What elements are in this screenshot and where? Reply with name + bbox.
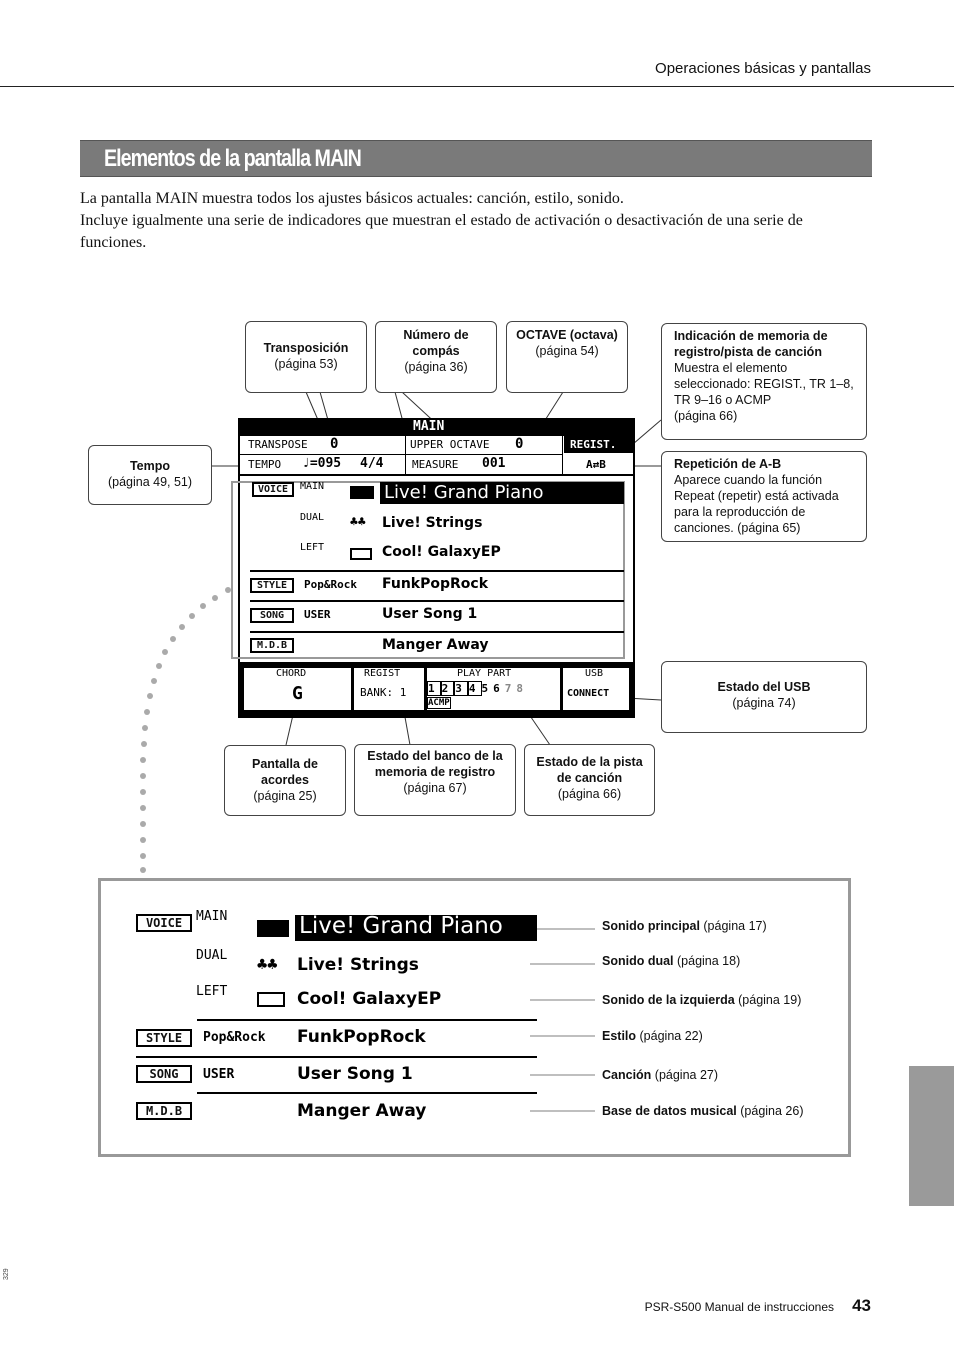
zoom-style-category: Pop&Rock [203,1030,266,1045]
section-title: Elementos de la pantalla MAIN [104,145,361,172]
callout-bank-title: Estado del banco de la memoria de registro [367,749,503,779]
lcd-regist-badge-text: REGIST. [570,438,617,451]
callout-memory [661,323,867,440]
intro-line-2: Incluye igualmente una serie de indicadores que muestran el estado de activación o desactivación de una serie de funciones. [80,212,803,251]
lcd-main-voice-highlight [380,482,624,504]
callout-tempo [88,445,212,505]
callout-ab-title: Repetición de A-B [674,457,782,471]
callout-measure [375,321,497,393]
lcd-upper-octave-label: UPPER OCTAVE [410,438,490,451]
lcd-style-tag: STYLE [250,578,294,593]
zoom-strings-icon: ♣♣ [257,955,278,975]
lcd-time-signature: 4/4 [360,456,384,471]
lcd-acmp: ACMP [428,698,450,708]
callout-tempo-page: (página 49, 51) [107,475,193,489]
lcd-status-area [240,436,633,474]
lcd-tempo-value: ♩=095 [302,456,342,471]
track-5: 5 [481,682,494,695]
callout-chord-title: Pantalla de acordes [252,757,318,787]
lcd-track-numbers [427,682,528,695]
zoom-voice-tag: VOICE [136,914,192,932]
callout-bank [354,744,516,816]
callout-transposition [245,321,367,393]
lcd-chord-label: CHORD [276,668,307,679]
zoom-label-style: Estilo (página 22) [602,1029,703,1043]
zoom-left-label: LEFT [196,984,228,999]
lcd-voice-tag: VOICE [252,482,294,497]
zoom-song-name: User Song 1 [297,1064,413,1084]
lcd-main-area [240,476,633,662]
lcd-song-tag: SONG [250,608,294,623]
track-7: 7 [504,682,517,695]
lcd-transpose-label: TRANSPOSE [248,438,308,451]
zoom-main-voice-highlight [295,915,537,941]
lcd-transpose-value: 0 [330,436,339,452]
zoom-style-name: FunkPopRock [297,1027,426,1047]
callout-transposition-page: (página 53) [274,357,338,371]
lcd-song-name: User Song 1 [382,606,478,622]
lcd-regist-label: REGIST [364,668,401,679]
callout-bank-page: (página 67) [403,781,467,795]
lcd-mdb-tag: M.D.B [250,638,294,653]
callout-octave-title: OCTAVE (octava) [516,328,618,342]
zoom-main-label: MAIN [196,909,228,924]
grand-piano-icon [350,486,374,499]
callout-usb-title: Estado del USB [717,680,811,694]
lcd-measure-value: 001 [482,456,506,471]
zoom-left-voice: Cool! GalaxyEP [297,989,442,1009]
callout-tempo-title: Tempo [129,459,171,473]
lcd-left-voice: Cool! GalaxyEP [382,544,501,560]
callout-memory-title: Indicación de memoria de registro/pista de canción [674,329,828,359]
zoom-grand-piano-icon [257,920,289,937]
callout-track-page: (página 66) [557,787,622,801]
lcd-regist-area [354,668,424,710]
zoom-label-left: Sonido de la izquierda (página 19) [602,993,802,1007]
lcd-play-part-area [427,668,560,710]
lcd-play-part-label: PLAY PART [457,668,512,679]
footer-manual: PSR-S500 Manual de instrucciones [644,1300,834,1314]
lcd-tempo-label: TEMPO [248,458,282,471]
callout-octave [506,321,628,393]
intro-line-1: La pantalla MAIN muestra todos los ajustes básicos actuales: canción, estilo, sonido. [80,190,624,207]
zoom-label-main: Sonido principal (página 17) [602,919,767,933]
zoom-main-voice: Live! Grand Piano [299,913,503,939]
strings-icon: ♣♣ [350,515,366,530]
lcd-usb-status: CONNECT [567,688,610,699]
zoom-dual-label: DUAL [196,948,228,963]
lcd-usb-label: USB [585,668,604,679]
side-note: 329 [3,1268,10,1280]
callout-ab-repeat [661,451,867,542]
footer-page-number: 43 [852,1296,871,1315]
lcd-chord-value: G [292,683,303,704]
callout-ab-body: Aparece cuando la función Repeat (repetir) está activada para la reproducción de canciones. (página 65) [674,473,839,535]
track-4: 4 [468,682,481,695]
lcd-dual-voice: Live! Strings [382,515,483,531]
track-3: 3 [455,682,467,695]
lcd-mdb-name: Manger Away [382,637,489,653]
zoom-keyboard-icon [257,992,285,1007]
callout-usb-page: (página 74) [732,696,796,710]
lcd-chord-area [244,668,351,710]
keyboard-icon [350,548,372,560]
zoom-song-category: USER [203,1067,235,1082]
zoom-label-mdb: Base de datos musical (página 26) [602,1104,804,1118]
track-8: 8 [516,682,528,695]
zoom-dual-voice: Live! Strings [297,955,419,975]
callout-octave-page: (página 54) [535,344,599,358]
callout-usb [661,661,867,733]
track-2: 2 [441,682,454,695]
zoom-mdb-name: Manger Away [297,1101,427,1121]
callout-chord [224,745,346,816]
track-1: 1 [428,682,440,695]
callout-track [524,744,655,816]
lcd-song-category: USER [304,608,331,621]
callout-track-title: Estado de la pista de canción [536,755,643,785]
lcd-style-category: Pop&Rock [304,578,357,591]
zoom-label-dual: Sonido dual (página 18) [602,954,741,968]
lcd-main-voice: Live! Grand Piano [384,482,544,503]
lcd-style-name: FunkPopRock [382,576,489,592]
callout-memory-body: Muestra el elemento seleccionado: REGIST., TR 1–8, TR 9–16 o ACMP [674,361,854,407]
track-6: 6 [493,682,505,695]
zoom-song-tag: SONG [136,1065,192,1083]
lcd-dual-label: DUAL [300,512,325,523]
zoom-mdb-tag: M.D.B [136,1102,192,1120]
lcd-left-label: LEFT [300,542,325,553]
lcd-screen [238,418,635,718]
lcd-title: MAIN [413,419,445,434]
zoom-style-tag: STYLE [136,1029,192,1047]
callout-chord-page: (página 25) [253,789,317,803]
lcd-regist-badge [564,436,633,453]
callout-transposition-title: Transposición [263,341,349,355]
lcd-measure-label: MEASURE [412,458,459,471]
lcd-main-label: MAIN [300,481,325,492]
callout-memory-page: (página 66) [674,409,738,423]
lcd-ab-badge: A⇄B [586,458,606,471]
lcd-upper-octave-value: 0 [515,436,524,452]
lcd-bank-value: BANK: 1 [360,686,407,699]
callout-measure-page: (página 36) [404,360,468,374]
running-header: Operaciones básicas y pantallas [655,60,871,77]
zoom-label-song: Canción (página 27) [602,1068,719,1082]
lcd-usb-area [563,668,629,710]
side-thumb-tab [909,1066,954,1206]
callout-measure-title: Número de compás [403,328,469,358]
